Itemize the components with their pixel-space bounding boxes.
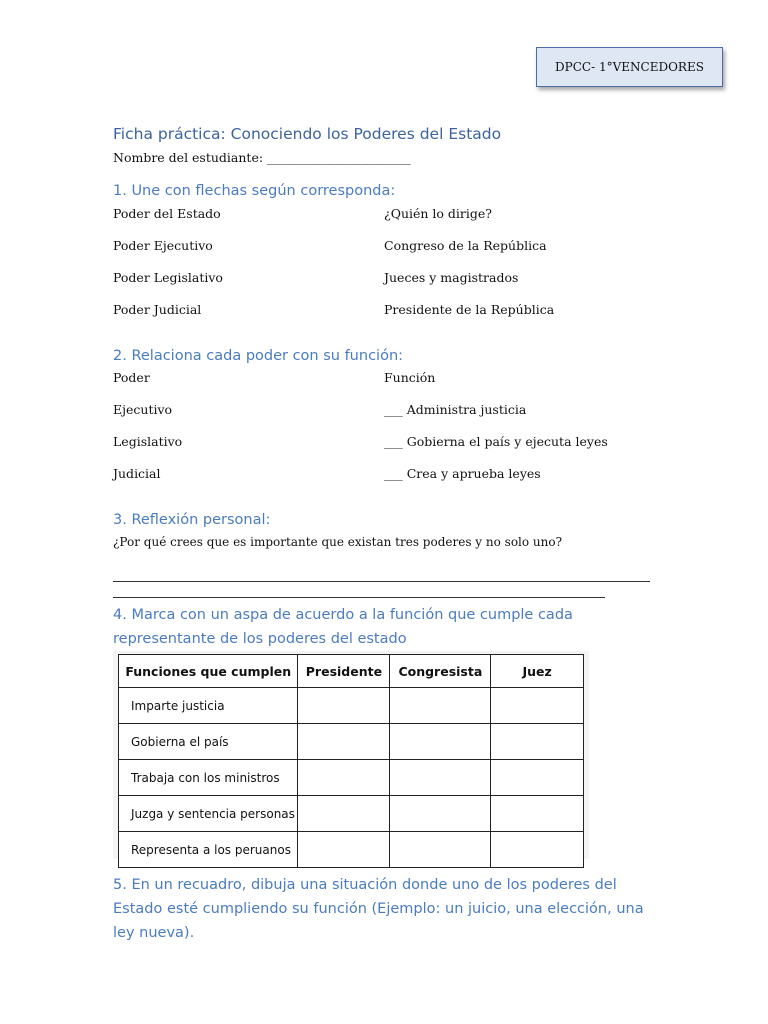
s1-left-item: Poder Judicial [113,302,202,317]
mark-cell-juez[interactable] [491,688,584,724]
s2-right-item: ___ Crea y aprueba leyes [384,466,541,481]
mark-cell-juez[interactable] [491,724,584,760]
table-header: Presidente [298,655,390,688]
s1-right-item: Congreso de la República [384,238,547,253]
s1-left-item: Poder Ejecutivo [113,238,213,253]
section4-heading: 4. Marca con un aspa de acuerdo a la función que cumple cada representante de los poderes del estado [113,607,573,647]
mark-cell-congresista[interactable] [390,832,491,868]
s1-right-item: Presidente de la República [384,302,555,317]
s1-left-item: Poder del Estado [113,206,221,221]
mark-cell-congresista[interactable] [390,760,491,796]
s2-right-item: ___ Gobierna el país y ejecuta leyes [384,434,608,449]
function-cell: Gobierna el país [119,724,298,760]
s2-right-item: Función [384,370,436,385]
function-cell: Juzga y sentencia personas [119,796,298,832]
function-cell: Imparte justicia [119,688,298,724]
mark-cell-juez[interactable] [491,832,584,868]
section2-heading: 2. Relaciona cada poder con su función: [113,348,404,364]
s2-left-item: Ejecutivo [113,402,173,417]
table-row [119,796,584,832]
s2-left-item: Poder [113,370,150,385]
page-title: Ficha práctica: Conociendo los Poderes del Estado [113,125,502,143]
s2-left-item: Legislativo [113,434,183,449]
section5-heading: 5. En un recuadro, dibuja una situación donde uno de los poderes del Estado esté cumpliendo su función (Ejemplo: un juicio, una elección, una ley nueva). [113,877,644,941]
student-name-field: Nombre del estudiante: _______________________ [113,150,411,165]
table-row [119,688,584,724]
s2-left-item: Judicial [113,466,161,481]
table-header-row [119,655,584,688]
reflection-question: ¿Por qué crees que es importante que existan tres poderes y no solo uno? [113,535,563,549]
mark-cell-presidente[interactable] [298,832,390,868]
table-header: Funciones que cumplen [119,655,298,688]
functions-table-frame [113,651,589,859]
table-header: Juez [491,655,584,688]
function-cell: Representa a los peruanos [119,832,298,868]
mark-cell-congresista[interactable] [390,796,491,832]
section3-heading: 3. Reflexión personal: [113,512,271,528]
s1-left-item: Poder Legislativo [113,270,223,285]
course-tag-label: DPCC- 1°VENCEDORES [555,60,704,74]
mark-cell-presidente[interactable] [298,796,390,832]
course-tag-box [536,47,723,87]
table-row [119,760,584,796]
mark-cell-congresista[interactable] [390,688,491,724]
mark-cell-presidente[interactable] [298,760,390,796]
section1-heading: 1. Une con flechas según corresponda: [113,183,396,199]
mark-cell-congresista[interactable] [390,724,491,760]
answer-line [113,581,650,582]
table-row [119,724,584,760]
mark-cell-juez[interactable] [491,796,584,832]
s1-right-item: ¿Quién lo dirige? [384,206,492,221]
mark-cell-juez[interactable] [491,760,584,796]
table-header: Congresista [390,655,491,688]
functions-table [118,654,584,868]
mark-cell-presidente[interactable] [298,724,390,760]
s2-right-item: ___ Administra justicia [384,402,527,417]
function-cell: Trabaja con los ministros [119,760,298,796]
s1-right-item: Jueces y magistrados [384,270,519,285]
answer-line [113,597,605,598]
mark-cell-presidente[interactable] [298,688,390,724]
table-row [119,832,584,868]
